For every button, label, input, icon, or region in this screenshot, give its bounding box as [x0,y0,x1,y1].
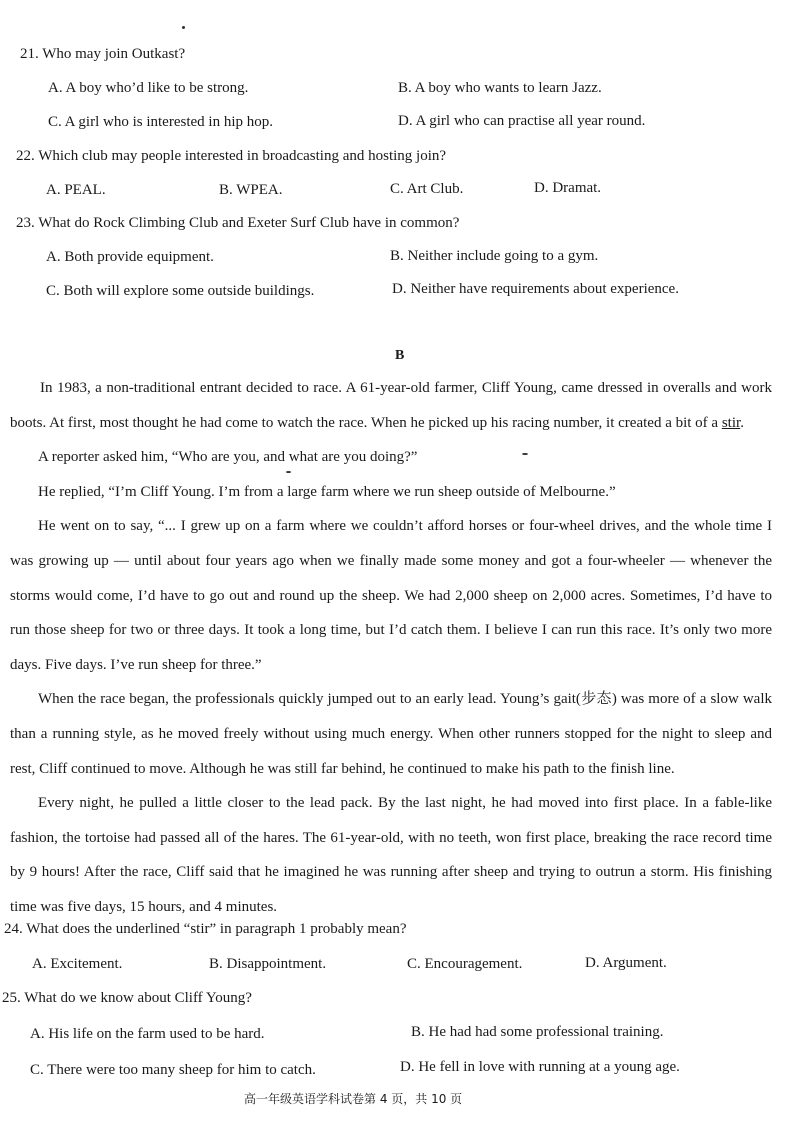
passage-paragraph-3: He replied, “I’m Cliff Young. I’m from a large farm where we run sheep outside of Melbourne.” [38,483,616,500]
question-21-option-a: A. A boy who’d like to be strong. [48,80,249,96]
passage-paragraph-5: When the race began, the professionals quickly jumped out to an early lead. Young’s gait(步态) was more of a slow walk than a running style, as he moved freely without using much energy. When other runners stopped for the night to sleep and rest, Cliff continued to move. Although he was still far behind, he continued to make his path to the finish line. [10,691,772,777]
question-25-option-b: B. He had had some professional training. [411,1024,664,1040]
question-23-option-d: D. Neither have requirements about experience. [392,281,679,297]
question-22-stem: 22. Which club may people interested in broadcasting and hosting join? [16,148,447,164]
question-25-stem: 25. What do we know about Cliff Young? [2,990,252,1006]
passage-paragraph-2: A reporter asked him, “Who are you, and what are you doing?” [38,449,418,466]
question-23-option-c: C. Both will explore some outside buildings. [46,283,315,299]
question-24-option-a: A. Excitement. [32,956,123,972]
question-21-option-d: D. A girl who can practise all year round. [398,113,646,129]
question-21-option-c: C. A girl who is interested in hip hop. [48,114,273,130]
question-24-option-b: B. Disappointment. [209,956,327,972]
passage-paragraph-1-text: In 1983, a non-traditional entrant decided to race. A 61-year-old farmer, Cliff Young, came dressed in overalls and work boots. At first, most thought he had come to watch the race. When he picked up his racing number, it created a bit of a [10,380,772,431]
question-24-stem: 24. What does the underlined “stir” in paragraph 1 probably mean? [4,921,407,937]
question-24-option-c: C. Encouragement. [407,956,523,972]
question-21-stem: 21. Who may join Outkast? [20,46,186,62]
question-23-option-b: B. Neither include going to a gym. [390,248,599,264]
section-b-title: B [395,348,405,363]
scan-speck [182,26,185,29]
page-footer: 高一年级英语学科试卷第 4 页，共 10 页 [244,1092,463,1106]
passage-paragraph-4: He went on to say, “... I grew up on a farm where we couldn’t afford horses or four-wheel drives, and the whole time I was growing up — until about four years ago when we finally made some money and got a four-wheeler — whenever the storms would come, I’d have to go out and round up the sheep. We had 2,000 sheep on 2,000 acres. Sometimes, I’d have to run those sheep for two or three days. It took a long time, but I’d catch them. I believe I can run this race. It’s only two more days. Five days. I’ve run sheep for three.” [10,518,772,673]
question-24-option-d: D. Argument. [585,955,667,971]
question-23-option-a: A. Both provide equipment. [46,249,214,265]
question-21-option-b: B. A boy who wants to learn Jazz. [398,80,602,96]
question-22-option-a: A. PEAL. [46,182,106,198]
passage-paragraph-1 [10,371,772,440]
question-25-option-a: A. His life on the farm used to be hard. [30,1026,265,1042]
question-22-option-d: D. Dramat. [534,180,602,196]
passage-paragraph-6: Every night, he pulled a little closer to the lead pack. By the last night, he had moved into first place. In a fable-like fashion, the tortoise had passed all of the hares. The 61-year-old, with no teeth, won first place, breaking the race record time by 9 hours! After the race, Cliff said that he imagined he was running after sheep and trying to outrun a storm. His finishing time was five days, 15 hours, and 4 minutes. [10,795,772,915]
question-25-option-c: C. There were too many sheep for him to catch. [30,1062,316,1078]
reading-passage [10,371,772,925]
question-22-option-c: C. Art Club. [390,181,464,197]
question-25-option-d: D. He fell in love with running at a young age. [400,1059,680,1075]
underlined-word-stir: stir [721,414,741,431]
question-23-stem: 23. What do Rock Climbing Club and Exeter Surf Club have in common? [16,215,460,231]
question-22-option-b: B. WPEA. [219,182,283,198]
passage-paragraph-1-end: . [740,414,744,431]
